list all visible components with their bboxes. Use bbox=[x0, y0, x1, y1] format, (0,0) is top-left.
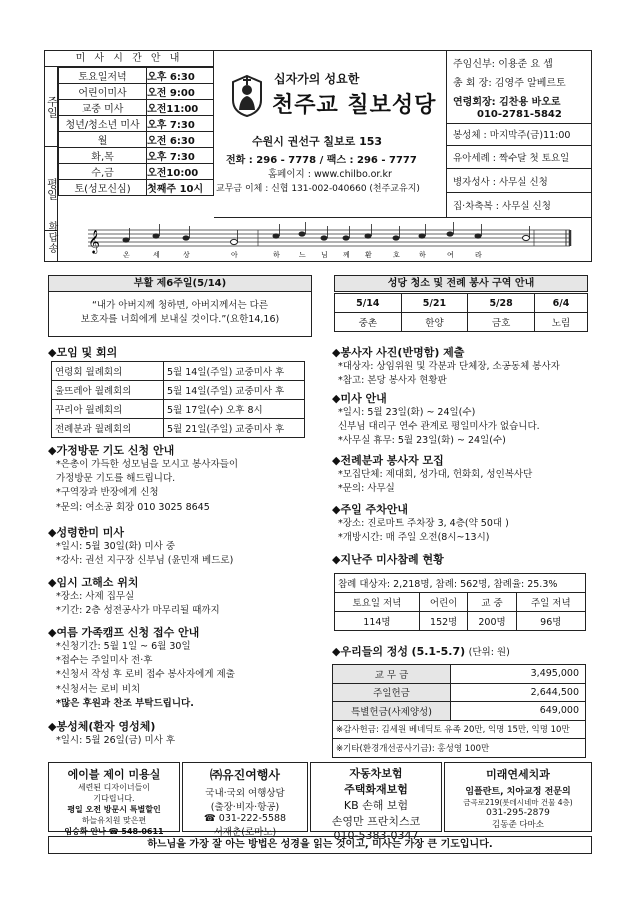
cleaning-group: 금호 bbox=[468, 313, 535, 332]
church-name: 천주교 칠보성당 bbox=[272, 93, 437, 118]
mass-notice-section bbox=[332, 390, 592, 449]
cleaning-table bbox=[334, 293, 588, 332]
liturgy-section bbox=[332, 452, 592, 496]
pastor: 주임신부: 이용준 요 셉 bbox=[453, 59, 553, 70]
mass-name: 화,목 bbox=[59, 148, 147, 164]
mass-notice-line: *일시: 5월 23일(화) ~ 24일(수) bbox=[338, 407, 476, 418]
mass-notice-line: *사무실 휴무: 5월 23일(화) ~ 24일(수) bbox=[338, 435, 506, 447]
ad-insurance-line: 010-5383-0347 bbox=[333, 829, 419, 842]
church-homepage[interactable]: 홈페이지 : www.chilbo.or.kr bbox=[268, 169, 392, 180]
ad-salon-line: 임승화 안나 ☎ 548-0611 bbox=[64, 827, 164, 836]
footer-message: 하느님을 가장 잘 아는 방법은 성경을 읽는 것이고, 미사는 가장 큰 기도입니다. bbox=[48, 836, 592, 854]
cleaning-date: 5/21 bbox=[401, 294, 468, 313]
mass-name: 어린이미사 bbox=[59, 84, 147, 100]
easter-quote-line2: 보호자를 너희에게 보내실 것이다.”(요한14,16) bbox=[80, 314, 280, 325]
meeting-when: 5월 14일(주일) 교중미사 후 bbox=[164, 381, 305, 400]
ad-dental-line: 김동준 다마소 bbox=[492, 820, 544, 830]
home-prayer-line: *은총이 가득한 성모님을 모시고 봉사자들이 bbox=[56, 459, 239, 470]
hymn-lyric: 하 bbox=[419, 251, 426, 259]
hymn-lyric: 라 bbox=[475, 251, 482, 259]
church-logo-icon bbox=[228, 74, 266, 118]
mass-notice-line: 신부님 대리구 연수 관계로 평일미사가 없습니다. bbox=[338, 421, 540, 433]
attendance-value: 96명 bbox=[516, 612, 585, 631]
sick-communion-section bbox=[48, 718, 318, 748]
parking-section bbox=[332, 501, 592, 545]
ad-insurance-name: 자동차보험 bbox=[349, 767, 403, 780]
offering-name: 주일헌금 bbox=[333, 683, 451, 702]
camp-line: *신청서 작성 후 로비 접수 봉사자에게 제출 bbox=[56, 669, 235, 681]
camp-section bbox=[48, 624, 318, 711]
church-address: 수원시 권선구 칠보로 153 bbox=[252, 135, 383, 148]
hymn-lyric: 여 bbox=[447, 251, 454, 259]
infant-baptism: 유아세례 : 짝수달 첫 토요일 bbox=[453, 153, 570, 164]
mass-name: 월 bbox=[59, 132, 147, 148]
mass-row bbox=[59, 132, 214, 148]
union-phone: 010-2781-5842 bbox=[477, 109, 562, 120]
cleaning-date: 6/4 bbox=[534, 294, 587, 313]
ad-salon-line: 하늘유치원 맞은편 bbox=[81, 816, 147, 825]
ad-salon-line: 평일 오전 방문시 특별할인 bbox=[67, 805, 161, 814]
easter-title: 부활 제6주일(5/14) bbox=[48, 275, 312, 291]
mass-name: 토요일저녁 bbox=[59, 68, 147, 84]
parking-title: ◆주일 주차안내 bbox=[332, 503, 409, 516]
attendance-value: 114명 bbox=[335, 612, 420, 631]
liturgy-line: *모집단체: 제대회, 성가대, 헌화회, 성인복사단 bbox=[338, 469, 533, 480]
ad-dental bbox=[444, 762, 592, 832]
home-prayer-line: 가정방문 기도를 해드립니다. bbox=[56, 473, 176, 485]
ad-travel bbox=[182, 762, 308, 838]
mass-time: 오후 7:30 bbox=[147, 116, 214, 132]
photo-title: ◆봉사자 사진(반명함) 제출 bbox=[332, 346, 465, 359]
ad-salon bbox=[48, 762, 180, 836]
anointing-sick: 병자성사 : 사무실 신청 bbox=[453, 177, 548, 188]
ad-insurance-line: 주택화재보험 bbox=[344, 783, 408, 796]
ad-insurance bbox=[310, 762, 442, 842]
camp-title: ◆여름 가족캠프 신청 접수 안내 bbox=[48, 626, 200, 639]
offering-row bbox=[333, 702, 586, 721]
camp-line: *신청기간: 5월 1일 ~ 6월 30일 bbox=[56, 641, 191, 652]
offering-row bbox=[333, 665, 586, 684]
mass-name: 청년/청소년 미사 bbox=[59, 116, 147, 132]
hymn-lyric: 아 bbox=[231, 251, 238, 259]
ad-salon-name: 에이블 제이 미용실 bbox=[67, 768, 161, 781]
cleaning-date: 5/28 bbox=[468, 294, 535, 313]
meeting-when: 5월 14일(주일) 교중미사 후 bbox=[164, 362, 305, 381]
ad-salon-line: 기다립니다. bbox=[93, 794, 135, 803]
hymn-lyric: 호 bbox=[393, 251, 400, 259]
mass-schedule-table bbox=[58, 67, 214, 196]
offering-unit: (단위: 원) bbox=[468, 647, 510, 658]
offering-row bbox=[333, 683, 586, 702]
meeting-row bbox=[52, 381, 305, 400]
confession-title: ◆임시 고해소 위치 bbox=[48, 576, 139, 589]
mass-row bbox=[59, 100, 214, 116]
cleaning-group: 중촌 bbox=[335, 313, 402, 332]
meeting-name: 꾸리아 월례회의 bbox=[52, 400, 164, 419]
attendance-value: 200명 bbox=[468, 612, 516, 631]
cleaning-group: 한양 bbox=[401, 313, 468, 332]
camp-line: *접수는 주일미사 전·후 bbox=[56, 655, 153, 667]
meeting-when: 5월 21일(주일) 교중미사 후 bbox=[164, 419, 305, 438]
ad-dental-line: 금곡로219(롯데시네마 건물 4층) bbox=[463, 798, 573, 807]
union-chair: 연령회장: 김찬용 바오로 bbox=[453, 97, 561, 108]
ad-travel-line: ☎ 031-222-5588 bbox=[203, 813, 287, 824]
staff-block bbox=[446, 50, 592, 218]
spirit-mass-line: *강사: 권선 지구장 신부님 (윤민재 베드로) bbox=[56, 555, 234, 567]
sick-communion-title: ◆봉성체(환자 영성체) bbox=[48, 720, 156, 733]
offering-table bbox=[332, 664, 586, 758]
music-staff-icon bbox=[58, 218, 592, 262]
easter-quote bbox=[48, 291, 312, 337]
mass-row bbox=[59, 84, 214, 100]
offering-amount: 2,644,500 bbox=[451, 683, 586, 702]
hymn-lyric: 상 bbox=[183, 251, 190, 259]
offering-amount: 649,000 bbox=[451, 702, 586, 721]
camp-support-line: *많은 후원과 찬조 부탁드립니다. bbox=[56, 697, 194, 709]
offering-amount: 3,495,000 bbox=[451, 665, 586, 684]
meeting-name: 전례분과 월례회의 bbox=[52, 419, 164, 438]
svg-text:𝄞: 𝄞 bbox=[88, 229, 100, 253]
mass-time: 오전 6:30 bbox=[147, 132, 214, 148]
mass-schedule-title: 미 사 시 간 안 내 bbox=[44, 50, 214, 67]
confession-line: *기간: 2층 성전공사가 마무리될 때까지 bbox=[56, 605, 220, 617]
attendance-table bbox=[334, 573, 586, 631]
mass-time: 오후 7:30 bbox=[147, 148, 214, 164]
hymn-lyric: 님 bbox=[321, 251, 328, 259]
chair: 총 회 장: 김영주 알베르토 bbox=[453, 78, 566, 89]
attendance-title: ◆지난주 미사참례 현황 bbox=[332, 553, 444, 566]
spirit-mass-section bbox=[48, 524, 318, 568]
mass-row bbox=[59, 68, 214, 84]
ad-insurance-line: 손영만 프란치스코 bbox=[331, 815, 421, 828]
ad-travel-line: 국내·국외 여행상담 bbox=[205, 788, 285, 799]
church-patron: 십자가의 성요한 bbox=[274, 72, 360, 86]
mass-time: 오전11:00 bbox=[147, 100, 214, 116]
mass-name: 토(성모신심) bbox=[59, 180, 147, 196]
hymn-lyric: 환 bbox=[365, 251, 372, 259]
weekday-label: 평일 bbox=[45, 177, 59, 200]
parking-line: *개방시간: 매 주일 오전(8시~13시) bbox=[338, 532, 490, 544]
offering-name: 교 무 금 bbox=[333, 665, 451, 684]
mass-row bbox=[59, 148, 214, 164]
hymn-lyric: 께 bbox=[343, 251, 350, 259]
attendance-header: 토요일 저녁 bbox=[335, 593, 420, 612]
church-account: 교무금 이체 : 신협 131-002-040660 (천주교유지) bbox=[216, 184, 420, 194]
attendance-value: 152명 bbox=[419, 612, 468, 631]
mass-time: 오전 9:00 bbox=[147, 84, 214, 100]
sick-communion-line: *일시: 5월 26일(금) 미사 후 bbox=[56, 735, 175, 746]
church-phone: 전화 : 296 - 7778 / 팩스 : 296 - 7777 bbox=[226, 155, 417, 166]
spirit-mass-line: *일시: 5월 30일(화) 미사 중 bbox=[56, 541, 175, 552]
offering-heading bbox=[332, 643, 510, 659]
meeting-row bbox=[52, 419, 305, 438]
meeting-row bbox=[52, 362, 305, 381]
mass-notice-title: ◆미사 안내 bbox=[332, 392, 387, 405]
hymn-label: 화답송 bbox=[44, 218, 58, 262]
home-prayer-line: *구역장과 반장에게 신청 bbox=[56, 487, 159, 499]
attendance-summary: 참례 대상자: 2,218명, 참례: 562명, 참례율: 25.3% bbox=[335, 574, 586, 593]
ad-dental-name: 미래연세치과 bbox=[486, 768, 550, 781]
ad-insurance-line: KB 손해 보험 bbox=[343, 799, 409, 812]
confession-line: *장소: 사제 집무실 bbox=[56, 591, 135, 602]
mass-row bbox=[59, 180, 214, 196]
mass-time: 오전10:00 bbox=[147, 164, 214, 180]
offering-period: (5.1-5.7) bbox=[411, 645, 466, 658]
easter-quote-line1: “내가 아버지께 청하면, 아버지께서는 다른 bbox=[91, 300, 269, 311]
attendance-header: 어린이 bbox=[419, 593, 468, 612]
photo-line: *대상자: 상임위원 및 각분과 단체장, 소공동체 봉사자 bbox=[338, 361, 560, 372]
cleaning-title: 성당 청소 및 전례 봉사 구역 안내 bbox=[334, 275, 588, 292]
hymn-lyric: 온 bbox=[123, 251, 130, 259]
mass-row bbox=[59, 164, 214, 180]
meeting-name: 연령회 월례회의 bbox=[52, 362, 164, 381]
offering-title: ◆우리들의 정성 bbox=[332, 645, 409, 658]
offering-thanks: ※감사헌금: 김세원 베네딕토 유족 20만, 익명 15만, 익명 10만 bbox=[333, 720, 586, 739]
attendance-header: 주일 저녁 bbox=[516, 593, 585, 612]
meeting-row bbox=[52, 400, 305, 419]
ad-travel-name: ㈜유진여행사 bbox=[210, 768, 280, 782]
liturgy-line: *문의: 사무실 bbox=[338, 483, 395, 495]
parking-line: *장소: 진로마트 주차장 3, 4층(약 50대 ) bbox=[338, 518, 509, 529]
liturgy-title: ◆전례분과 봉사자 모집 bbox=[332, 454, 444, 467]
hymn-lyric: 세 bbox=[153, 251, 160, 259]
meetings-table bbox=[51, 361, 305, 438]
ad-travel-line: (출장·비자·항공) bbox=[210, 802, 280, 813]
offering-name: 특별헌금(사제양성) bbox=[333, 702, 451, 721]
sunday-label: 주일 bbox=[45, 67, 59, 147]
spirit-mass-title: ◆성령한미 미사 bbox=[48, 526, 125, 539]
mass-name: 수,금 bbox=[59, 164, 147, 180]
home-prayer-title: ◆가정방문 기도 신청 안내 bbox=[48, 444, 175, 457]
cleaning-group: 노림 bbox=[534, 313, 587, 332]
attendance-header: 교 중 bbox=[468, 593, 516, 612]
mass-group-column bbox=[44, 67, 58, 231]
house-blessing: 집·차축복 : 사무실 신청 bbox=[453, 201, 551, 212]
mass-name: 교중 미사 bbox=[59, 100, 147, 116]
hymn-lyric: 느 bbox=[299, 251, 306, 259]
hymn-lyric: 하 bbox=[273, 251, 280, 259]
sick-communion-time: 봉성체 : 마지막주(금)11:00 bbox=[453, 130, 571, 141]
ad-dental-line: 임플란트, 치아교정 전문의 bbox=[465, 787, 571, 797]
ad-salon-line: 세련된 디자이너들이 bbox=[77, 783, 151, 792]
photo-section bbox=[332, 344, 592, 388]
photo-line: *참고: 본당 봉사자 현황판 bbox=[338, 375, 447, 387]
meetings-title: ◆모임 및 회의 bbox=[48, 346, 118, 359]
mass-row bbox=[59, 116, 214, 132]
meeting-name: 울뜨레아 월례회의 bbox=[52, 381, 164, 400]
meeting-when: 5월 17일(수) 오후 8시 bbox=[164, 400, 305, 419]
camp-line: *신청서는 로비 비치 bbox=[56, 683, 141, 695]
offering-etc: ※기타(환경개선공사기금): 홍성영 100만 bbox=[333, 739, 586, 758]
ad-dental-line: 031-295-2879 bbox=[486, 808, 550, 818]
cleaning-date: 5/14 bbox=[335, 294, 402, 313]
hymn-staff bbox=[58, 218, 592, 262]
home-prayer-line: *문의: 여소공 회장 010 3025 8645 bbox=[56, 501, 210, 513]
confession-section bbox=[48, 574, 318, 618]
mass-time: 오후 6:30 bbox=[147, 68, 214, 84]
home-prayer-section bbox=[48, 442, 318, 515]
ad-travel-line: 서재춘(로마노) bbox=[213, 827, 277, 838]
mass-time: 첫째주 10시 bbox=[147, 180, 214, 196]
